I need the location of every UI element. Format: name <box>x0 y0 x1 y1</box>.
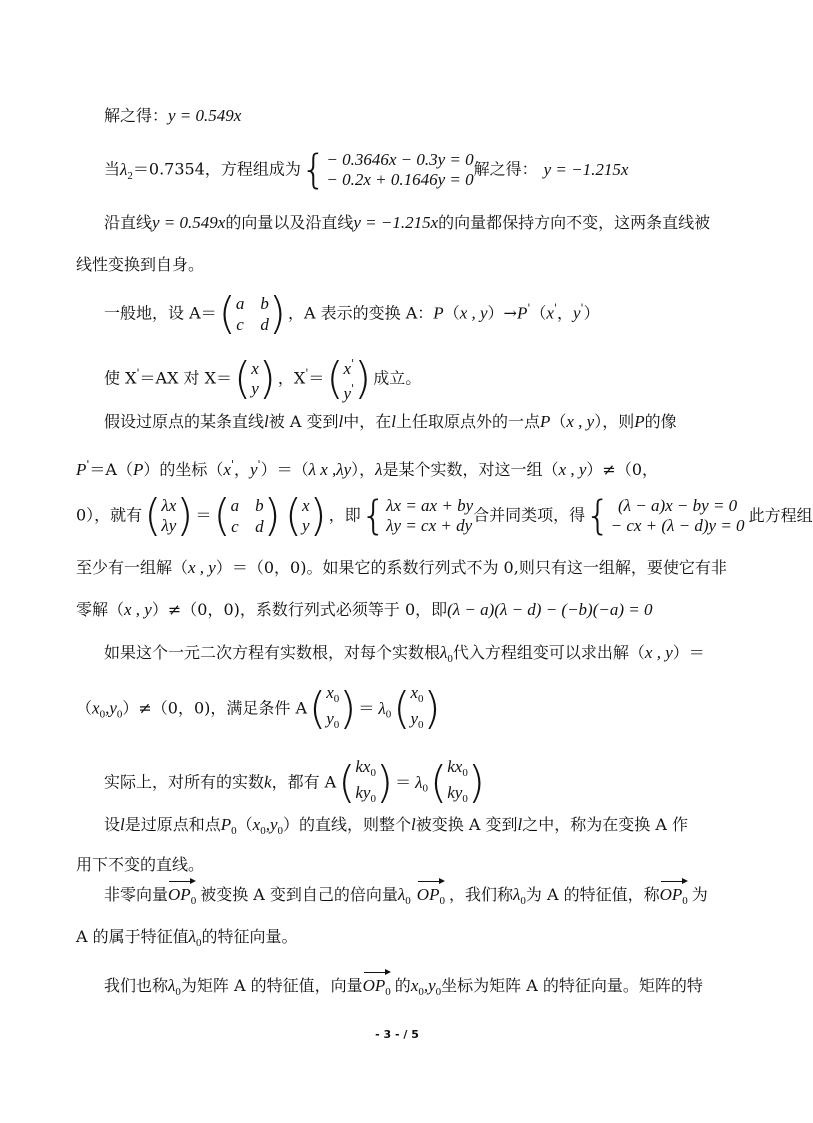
vector-op0: $OP_0$ <box>660 884 688 912</box>
paragraph-line-18: A 的属于特征值$\lambda_0$的特征向量。 <box>76 927 298 949</box>
paragraph-line-10: 至少有一组解（x , y）＝（0，0)。如果它的系数行列式不为 0,则只有这一组解，要使它有非 <box>76 558 727 577</box>
solution-line-1 <box>104 105 241 127</box>
paragraph-line-4: 线性变换到自身。 <box>76 255 205 274</box>
paragraph-line-7: 假设过原点的某条直线l被 A 变到l中，在l上任取原点外的一点P（x , y），则P的像 <box>104 412 677 431</box>
equation-system-1: { λx = ax + by λy = cx + dy <box>360 493 474 539</box>
paragraph-line-15: 设l是过原点和点$P_0(x_0,y_0)$的直线，则整个l被变换 A 变到l之中，称为在变换 A 作 <box>104 815 688 837</box>
paragraph-line-3: 沿直线y = 0.549x的向量以及沿直线y = −1.215x的向量都保持方向不变，这两条直线被 <box>104 213 711 232</box>
column-vector-x: ( x y ) <box>234 353 276 404</box>
paragraph-line-16: 用下不变的直线。 <box>76 855 205 874</box>
condition-line: $(x_0,y_0)\ne(0$，0)，满足条件 A ( $x_0$ $y_0$ ) ＝ $\lambda_0$ ( $x_0$ $y_0$ ) <box>76 683 441 734</box>
matrix-abcd: ( a b c d ) <box>213 490 281 541</box>
vector-definition-line: 使 X'＝AX 对 X＝ ( x y ) ，X'＝ ( x' y' ) 成立。 <box>104 353 422 404</box>
column-vector-x0-rhs: ( $x_0$ $y_0$ ) <box>393 683 441 734</box>
column-vector-kx0: ( $kx_0$ $ky_0$ ) <box>338 757 394 808</box>
column-vector-x-prime: ( x' y' ) <box>326 353 372 404</box>
vector-op0: $OP_0$ <box>417 884 445 912</box>
scaling-line: 实际上，对所有的实数k，都有 A ( $kx_0$ $ky_0$ ) ＝ $\lambda_0$ ( $kx_0$ $ky_0$ ) <box>104 757 485 808</box>
equation-system-2: { (λ − a)x − by = 0 − cx + (λ − d)y = 0 <box>585 493 745 539</box>
equation: y = 0.549x <box>168 106 242 125</box>
lambda: $\lambda_2$ <box>120 159 133 182</box>
matrix-equation-line: 0），就有 ( λx λy ) ＝ ( a b c d ) ( x y ) ，即 { λx = ax + by λy = cx + dy 合并同类项，得 { (λ − a)x − by = 0 − cx + (λ − d)y = 0 此方程组 <box>76 490 813 541</box>
eigenvalue-2-line: 当$\lambda_2=0.7354$，方程组成为 { − 0.3646x − 0.3y = 0 − 0.2x + 0.1646y = 0 解之得： y = −1.215x <box>104 147 629 193</box>
vector-op0: $OP_0$ <box>168 884 196 912</box>
column-vector-x0: ( $x_0$ $y_0$ ) <box>309 683 357 734</box>
vector-op0: $OP_0$ <box>363 975 391 1003</box>
column-vector-xy: ( x y ) <box>284 490 327 541</box>
paragraph-line-12: 如果这个一元二次方程有实数根，对每个实数根$\lambda_0$代入方程组变可以求出解（x , y）＝ <box>104 643 705 665</box>
paragraph-line-8: P'＝A（P）的坐标（x'，y'）＝（λ x ,λy），λ是某个实数，对这一组（x , y）≠（0， <box>76 458 658 479</box>
matrix-abcd: ( a b c d ) <box>218 288 286 339</box>
column-vector-kx0-rhs: ( $kx_0$ $ky_0$ ) <box>430 757 485 808</box>
equation-system: { − 0.3646x − 0.3y = 0 − 0.2x + 0.1646y = 0 <box>300 147 474 193</box>
determinant-line: 零解（x , y）≠（0，0)，系数行列式必须等于 0，即(λ − a)(λ − d) − (−b)(−a) = 0 <box>76 600 653 619</box>
matrix-definition-line: 一般地，设 A＝ ( a b c d ) ，A 表示的变换 A：P（x , y）→P'（x'，y'） <box>104 288 600 339</box>
eigenvector-definition-line: 非零向量$OP_0$ 被变换 A 变到自己的倍向量$\lambda_0$ $OP_0$ ，我们称$\lambda_0$为 A 的特征值，称$OP_0$ 为 <box>104 884 708 912</box>
text: 解之得： <box>104 106 169 125</box>
column-vector-lambda: ( λx λy ) <box>144 490 194 541</box>
paragraph-line-19: 我们也称$\lambda_0$为矩阵 A 的特征值，向量$OP_0$ 的$x_0,y_0$坐标为矩阵 A 的特征向量。矩阵的特 <box>104 975 703 1003</box>
page-number: - 3 - / 5 <box>375 1028 419 1041</box>
